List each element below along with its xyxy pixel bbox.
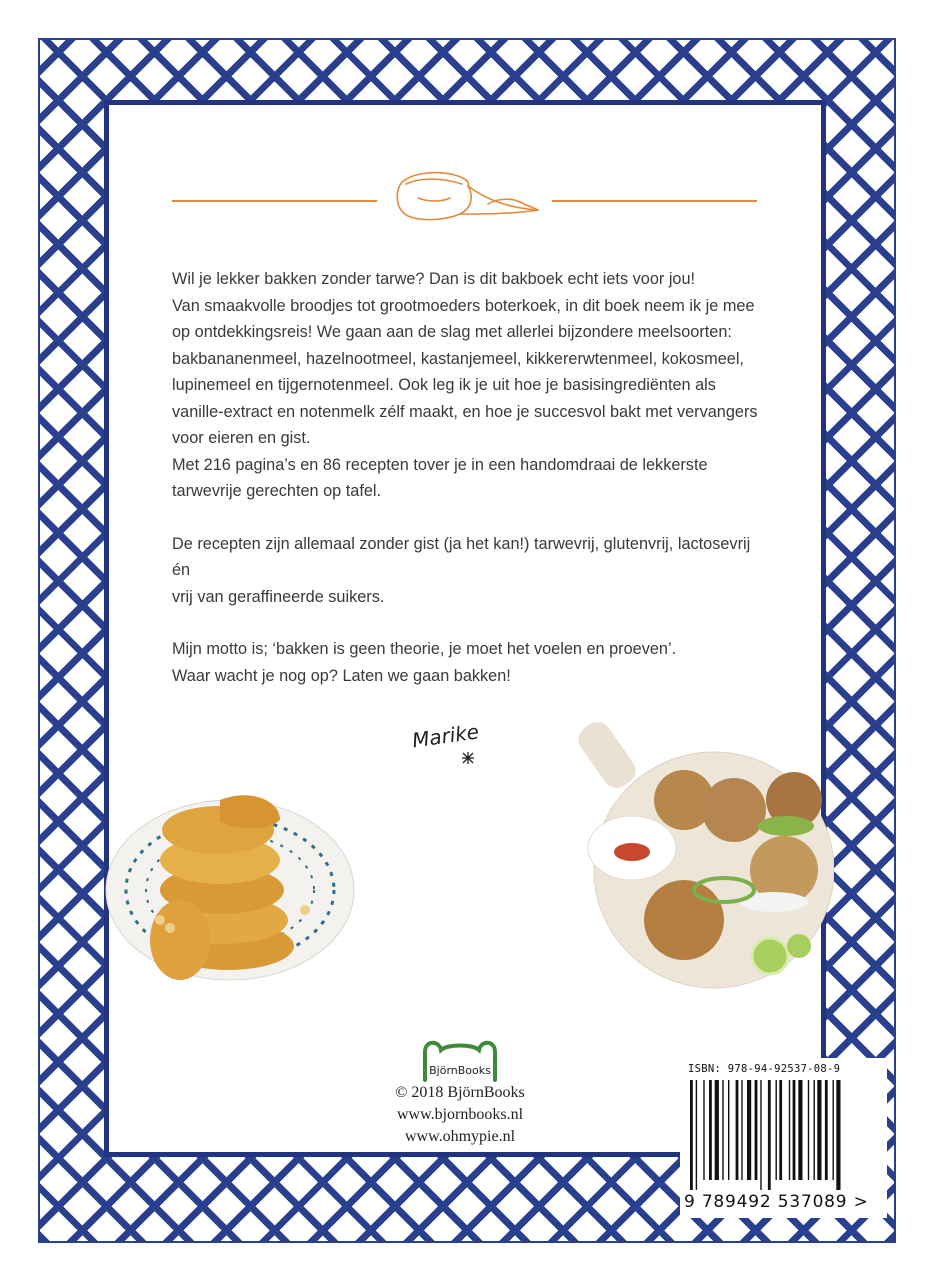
divider-left bbox=[172, 200, 377, 202]
website-link[interactable]: www.bjornbooks.nl bbox=[396, 1106, 524, 1123]
text-line: voor eieren en gist. bbox=[172, 429, 311, 447]
flour-sack-icon bbox=[388, 168, 548, 224]
text-line: Van smaakvolle broodjes tot grootmoeders boterkoek, in dit boek neem ik je mee bbox=[172, 296, 755, 315]
barcode-number: 9 789492 537089 > bbox=[684, 1192, 869, 1212]
text-line: op ontdekkingsreis! We gaan aan de slag met allerlei bijzondere meelsoorten: bbox=[172, 323, 732, 341]
bjornbooks-logo bbox=[415, 1036, 505, 1082]
text-line: vanille-extract en notenmelk zélf maakt, en hoe je succesvol bakt met vervangers bbox=[172, 402, 758, 421]
text-line: lupinemeel en tijgernotenmeel. Ook leg ik je uit hoe je basisingrediënten als bbox=[172, 376, 716, 394]
copyright-text: © 2018 BjörnBooks bbox=[395, 1084, 525, 1101]
description-text bbox=[172, 266, 772, 689]
publisher-info bbox=[380, 1036, 540, 1148]
logo-text: BjörnBooks bbox=[429, 1064, 491, 1077]
isbn-label: ISBN: 978-94-92537-08-9 bbox=[688, 1063, 841, 1075]
divider-right bbox=[552, 200, 757, 202]
text-line: Waar wacht je nog op? Laten we gaan bakken! bbox=[172, 666, 511, 685]
text-line: tarwevrije gerechten op tafel. bbox=[172, 482, 382, 500]
signature-name: Marike bbox=[410, 719, 481, 753]
text-line: Met 216 pagina’s en 86 recepten tover je in een handomdraai de lekkerste bbox=[172, 455, 708, 474]
photo-cookies-plate bbox=[100, 760, 360, 990]
text-line: bakbananenmeel, hazelnootmeel, kastanjemeel, kikkererwtenmeel, kokosmeel, bbox=[172, 349, 744, 368]
text-line: Wil je lekker bakken zonder tarwe? Dan is dit bakboek echt iets voor jou! bbox=[172, 270, 696, 288]
barcode bbox=[680, 1058, 887, 1218]
text-line: De recepten zijn allemaal zonder gist (ja het kan!) tarwevrij, glutenvrij, lactosevrij én bbox=[172, 534, 751, 579]
text-line: Mijn motto is; ‘bakken is geen theorie, je moet het voelen en proeven’. bbox=[172, 640, 677, 658]
barcode-bars bbox=[688, 1080, 874, 1190]
photo-burgers-board bbox=[574, 700, 834, 1000]
text-line: vrij van geraffineerde suikers. bbox=[172, 587, 385, 606]
website-link[interactable]: www.ohmypie.nl bbox=[404, 1128, 516, 1145]
star-icon bbox=[462, 752, 474, 764]
author-signature bbox=[406, 700, 536, 770]
